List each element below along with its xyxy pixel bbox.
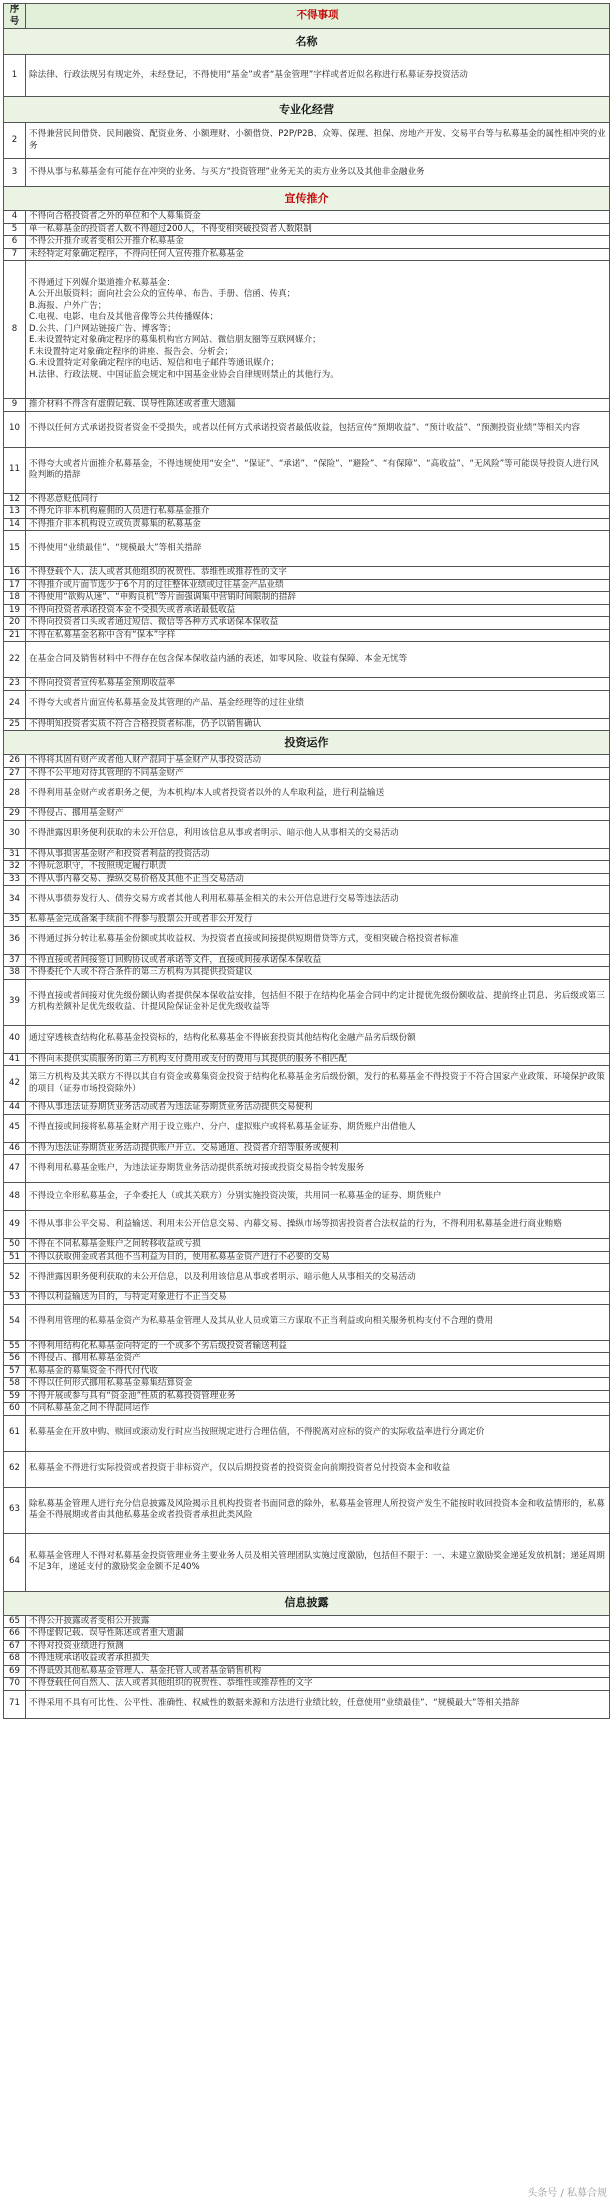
- table-row: [4, 1365, 610, 1378]
- row-text: 不得从事内幕交易、操纵交易价格及其他不正当交易活动: [26, 873, 610, 886]
- row-number: 69: [4, 1665, 26, 1678]
- table-row: [4, 780, 610, 808]
- row-text: 除法律、行政法规另有规定外，未经登记，不得使用“基金”或者“基金管理”字样或者近似名称进行私募证券投资活动: [26, 55, 610, 97]
- row-number: 71: [4, 1690, 26, 1718]
- row-text: 不得使用“业绩最佳”、“规模最大”等相关措辞: [26, 531, 610, 567]
- row-number: 39: [4, 979, 26, 1025]
- row-number: 10: [4, 411, 26, 447]
- row-number: 63: [4, 1487, 26, 1533]
- table-row: [4, 1415, 610, 1451]
- row-text: 不得虚假记载、误导性陈述或者重大遗漏: [26, 1628, 610, 1641]
- row-text: 不得公开推介或者变相公开推介私募基金: [26, 236, 610, 249]
- table-row: [4, 159, 610, 187]
- row-number: 56: [4, 1353, 26, 1366]
- table-row: [4, 248, 610, 261]
- row-text: 不得夸大或者片面推介私募基金，不得违规使用“安全”、“保证”、“承诺”、“保险”、“避险”、“有保障”、“高收益”、“无风险”等可能误导投资人进行风险判断的措辞: [26, 447, 610, 493]
- table-row: [4, 820, 610, 848]
- row-text: 不得使用“欲购从速”、“申购良机”等片面强调集中营销时间限制的措辞: [26, 592, 610, 605]
- prohibited-items-table: [3, 3, 610, 1719]
- table-row: [4, 211, 610, 224]
- table-row: [4, 531, 610, 567]
- section-header: [4, 29, 610, 55]
- row-number: 54: [4, 1304, 26, 1340]
- row-text: 不得向合格投资者之外的单位和个人募集资金: [26, 211, 610, 224]
- row-number: 35: [4, 914, 26, 927]
- row-number: 12: [4, 493, 26, 506]
- row-number: 13: [4, 506, 26, 519]
- row-number: 33: [4, 873, 26, 886]
- table-row: [4, 1628, 610, 1641]
- row-text: 不得为违法证券期货业务活动提供账户开立、交易通道、投资者介绍等服务或便利: [26, 1142, 610, 1155]
- row-number: 48: [4, 1183, 26, 1211]
- row-number: 47: [4, 1155, 26, 1183]
- row-number: 62: [4, 1451, 26, 1487]
- table-row: [4, 1025, 610, 1053]
- row-text: 不得违规承诺收益或者承担损失: [26, 1653, 610, 1666]
- row-text: 不得向投资者宣传私募基金预期收益率: [26, 678, 610, 691]
- row-number: 27: [4, 767, 26, 780]
- row-text: 不得通过拆分转让私募基金份额或其收益权、为投资者直接或间接提供短期借贷等方式，变相突破合格投资者标准: [26, 926, 610, 954]
- table-row: [4, 873, 610, 886]
- table-row: [4, 1653, 610, 1666]
- row-text: 不得泄露因职务便利获取的未公开信息，以及利用该信息从事或者明示、暗示他人从事相关的交易活动: [26, 1264, 610, 1292]
- table-row: [4, 236, 610, 249]
- header-title: 不得事项: [26, 4, 610, 29]
- row-text: 不得登载任何自然人、法人或者其他组织的祝贺性、恭维性或推荐性的文字: [26, 1678, 610, 1691]
- row-text: 不得从事损害基金财产和投资者利益的投资活动: [26, 848, 610, 861]
- row-number: 14: [4, 518, 26, 531]
- section-title: 投资运作: [4, 731, 610, 755]
- table-row: [4, 755, 610, 768]
- table-row: [4, 914, 610, 927]
- row-text: 不得对投资业绩进行预测: [26, 1640, 610, 1653]
- row-number: 30: [4, 820, 26, 848]
- table-row: [4, 1665, 610, 1678]
- row-number: 51: [4, 1251, 26, 1264]
- row-number: 29: [4, 808, 26, 821]
- table-row: [4, 678, 610, 691]
- row-text: 单一私募基金的投资者人数不得超过200人，不得变相突破投资者人数限制: [26, 223, 610, 236]
- table-body: [4, 4, 610, 1719]
- row-text: 不得允许非本机构雇佣的人员进行私募基金推介: [26, 506, 610, 519]
- row-text: 不得利用私募基金账户，为违法证券期货业务活动提供系统对接或投资交易指令转发服务: [26, 1155, 610, 1183]
- row-text: 私募基金在开放申购、赎回或滚动发行时应当按照规定进行合理估值，不得脱离对应标的资产的实际收益率进行分离定价: [26, 1415, 610, 1451]
- row-text: 不得向投资者口头或者通过短信、微信等各种方式承诺保本保收益: [26, 617, 610, 630]
- table-row: [4, 493, 610, 506]
- row-number: 9: [4, 399, 26, 412]
- table-row: [4, 447, 610, 493]
- table-row: [4, 886, 610, 914]
- row-text: 不得诋毁其他私募基金管理人、基金托管人或者基金销售机构: [26, 1665, 610, 1678]
- row-text: 不得以获取佣金或者其他不当利益为目的，使用私募基金资产进行不必要的交易: [26, 1251, 610, 1264]
- table-row: [4, 1251, 610, 1264]
- row-number: 61: [4, 1415, 26, 1451]
- row-number: 24: [4, 690, 26, 718]
- table-row: [4, 690, 610, 718]
- row-number: 55: [4, 1340, 26, 1353]
- row-number: 6: [4, 236, 26, 249]
- table-row: [4, 1678, 610, 1691]
- row-text: 不得利用管理的私募基金资产为私募基金管理人及其从业人员或第三方谋取不正当利益或向相关服务机构支付不合理的费用: [26, 1304, 610, 1340]
- row-text: 不得通过下列媒介渠道推介私募基金： A.公开出版资料；面向社会公众的宣传单、布告、手册、信函、传真； B.海报、户外广告； C.电视、电影、电台及其他音像等公共传播媒体； D.公共、门户网站链接广告、博客等； E.未设置特定对象确定程序的募集机构官方网站、微信朋友圈等互联网媒介； F.未设置特定对象确定程序的讲座、报告会、分析会； G.未设置特定对象确定程序的电话、短信和电子邮件等通讯媒介； H.法律、行政法规、中国证监会规定和中国基金业协会自律规则禁止的其他行为。: [26, 261, 610, 399]
- section-title: 信息披露: [4, 1591, 610, 1615]
- row-number: 21: [4, 629, 26, 642]
- table-row: [4, 954, 610, 967]
- table-row: [4, 629, 610, 642]
- header-number: 序号: [4, 4, 26, 29]
- table-row: [4, 1066, 610, 1102]
- row-number: 44: [4, 1102, 26, 1115]
- table-row: [4, 1378, 610, 1391]
- row-text: 未经特定对象确定程序，不得向任何人宣传推介私募基金: [26, 248, 610, 261]
- table-row: [4, 1533, 610, 1591]
- row-number: 22: [4, 642, 26, 678]
- watermark: 头条号 / 私募合规: [527, 2188, 607, 2199]
- section-title: 宣传推介: [4, 187, 610, 211]
- table-row: [4, 604, 610, 617]
- row-text: 不得直接或间接将私募基金财产用于设立账户、分户、虚拟账户或将私募基金证券、期货账户出借他人: [26, 1114, 610, 1142]
- table-header-row: [4, 4, 610, 29]
- table-row: [4, 642, 610, 678]
- table-row: [4, 399, 610, 412]
- table-row: [4, 123, 610, 159]
- row-number: 3: [4, 159, 26, 187]
- table-row: [4, 55, 610, 97]
- row-text: 私募基金不得进行实际投资或者投资于非标资产，仅以后期投资者的投资资金向前期投资者兑付投资本金和收益: [26, 1451, 610, 1487]
- section-header: [4, 97, 610, 123]
- row-text: 第三方机构及其关联方不得以其自有资金或募集资金投资于结构化私募基金劣后级份额，发行的私募基金不得投资于不符合国家产业政策、环境保护政策的项目（证券市场投资除外）: [26, 1066, 610, 1102]
- table-row: [4, 567, 610, 580]
- table-row: [4, 1142, 610, 1155]
- row-number: 20: [4, 617, 26, 630]
- row-text: 不得泄露因职务便利获取的未公开信息，利用该信息从事或者明示、暗示他人从事相关的交易活动: [26, 820, 610, 848]
- table-row: [4, 1390, 610, 1403]
- table-row: [4, 1403, 610, 1416]
- row-text: 不得从事与私募基金有可能存在冲突的业务、与买方“投资管理”业务无关的卖方业务以及其他非金融业务: [26, 159, 610, 187]
- row-text: 不得侵占、挪用基金财产: [26, 808, 610, 821]
- table-row: [4, 1292, 610, 1305]
- row-number: 52: [4, 1264, 26, 1292]
- row-number: 66: [4, 1628, 26, 1641]
- section-header: [4, 187, 610, 211]
- section-title: 专业化经营: [4, 97, 610, 123]
- row-number: 4: [4, 211, 26, 224]
- row-text: 不得在不同私募基金账户之间转移收益或亏损: [26, 1239, 610, 1252]
- table-row: [4, 1183, 610, 1211]
- table-row: [4, 506, 610, 519]
- table-row: [4, 579, 610, 592]
- row-text: 不得夸大或者片面宣传私募基金及其管理的产品、基金经理等的过往业绩: [26, 690, 610, 718]
- row-number: 25: [4, 718, 26, 731]
- section-title: 名称: [4, 29, 610, 55]
- table-row: [4, 1451, 610, 1487]
- table-row: [4, 1264, 610, 1292]
- table-row: [4, 1304, 610, 1340]
- row-text: 不得委托个人或不符合条件的第三方机构为其提供投资建议: [26, 967, 610, 980]
- row-number: 45: [4, 1114, 26, 1142]
- row-number: 68: [4, 1653, 26, 1666]
- row-text: 私募基金管理人不得对私募基金投资管理业务主要业务人员及相关管理团队实施过度激励，包括但不限于：一、未建立激励奖金递延发放机制；递延周期不足3年，递延支付的激励奖金金额不足40%: [26, 1533, 610, 1591]
- row-text: 不得以任何形式挪用私募基金募集结算资金: [26, 1378, 610, 1391]
- table-row: [4, 861, 610, 874]
- row-number: 17: [4, 579, 26, 592]
- table-row: [4, 926, 610, 954]
- row-text: 不得开展或参与具有“资金池”性质的私募投资管理业务: [26, 1390, 610, 1403]
- table-row: [4, 1615, 610, 1628]
- row-number: 50: [4, 1239, 26, 1252]
- row-number: 19: [4, 604, 26, 617]
- row-number: 7: [4, 248, 26, 261]
- row-number: 70: [4, 1678, 26, 1691]
- row-text: 不得侵占、挪用私募基金资产: [26, 1353, 610, 1366]
- table-row: [4, 592, 610, 605]
- row-text: 不得利用基金财产或者职务之便，为本机构/本人或者投资者以外的人牟取利益，进行利益输送: [26, 780, 610, 808]
- row-text: 不得明知投资者实质不符合合格投资者标准，仍予以销售确认: [26, 718, 610, 731]
- row-text: 不得公开披露或者变相公开披露: [26, 1615, 610, 1628]
- row-text: 不得将其固有财产或者他人财产混同于基金财产从事投资活动: [26, 755, 610, 768]
- table-row: [4, 411, 610, 447]
- row-text: 不得从事非公平交易、利益输送、利用未公开信息交易、内幕交易、操纵市场等损害投资者合法权益的行为，不得利用私募基金进行商业贿赂: [26, 1211, 610, 1239]
- table-row: [4, 518, 610, 531]
- row-text: 不得向投资者承诺投资本金不受损失或者承诺最低收益: [26, 604, 610, 617]
- row-text: 私募基金完成备案手续前不得参与股票公开或者非公开发行: [26, 914, 610, 927]
- row-number: 28: [4, 780, 26, 808]
- row-text: 不得以利益输送为目的，与特定对象进行不正当交易: [26, 1292, 610, 1305]
- row-text: 在基金合同及销售材料中不得存在包含保本保收益内涵的表述，如零风险、收益有保障、本金无忧等: [26, 642, 610, 678]
- row-number: 57: [4, 1365, 26, 1378]
- table-row: [4, 1340, 610, 1353]
- row-text: 不得登载个人、法人或者其他组织的祝贺性、恭维性或推荐性的文字: [26, 567, 610, 580]
- row-text: 不得从事债券发行人、债券交易方或者其他人利用私募基金相关的未公开信息进行交易等违法活动: [26, 886, 610, 914]
- row-text: 不得直接或者间接对优先级份额认购者提供保本保收益安排，包括但不限于在结构化基金合同中约定计提优先级份额收益、提前终止罚息、劣后级或第三方机构差额补足优先级收益、计提风险保证金补足优先级收益等: [26, 979, 610, 1025]
- row-number: 1: [4, 55, 26, 97]
- row-number: 37: [4, 954, 26, 967]
- row-text: 不得在私募基金名称中含有“保本”字样: [26, 629, 610, 642]
- row-number: 36: [4, 926, 26, 954]
- row-number: 2: [4, 123, 26, 159]
- row-text: 推介材料不得含有虚假记载、误导性陈述或者重大遗漏: [26, 399, 610, 412]
- row-number: 53: [4, 1292, 26, 1305]
- table-row: [4, 1211, 610, 1239]
- row-number: 5: [4, 223, 26, 236]
- table-row: [4, 848, 610, 861]
- table-row: [4, 223, 610, 236]
- row-text: 不得兼营民间借贷、民间融资、配资业务、小额理财、小额借贷、P2P/P2B、众筹、保理、担保、房地产开发、交易平台等与私募基金的属性相冲突的业务: [26, 123, 610, 159]
- table-row: [4, 1690, 610, 1718]
- row-number: 23: [4, 678, 26, 691]
- table-row: [4, 1114, 610, 1142]
- section-header: [4, 1591, 610, 1615]
- row-number: 46: [4, 1142, 26, 1155]
- table-row: [4, 1487, 610, 1533]
- row-number: 59: [4, 1390, 26, 1403]
- row-text: 不得从事违法证券期货业务活动或者为违法证券期货业务活动提供交易便利: [26, 1102, 610, 1115]
- row-text: 不得不公平地对待其管理的不同基金财产: [26, 767, 610, 780]
- row-text: 不得直接或者间接签订回购协议或者承诺等文件，直接或间接承诺保本保收益: [26, 954, 610, 967]
- row-text: 不得采用不具有可比性、公平性、准确性、权威性的数据来源和方法进行业绩比较，任意使用“业绩最佳”、“规模最大”等相关措辞: [26, 1690, 610, 1718]
- row-number: 18: [4, 592, 26, 605]
- row-number: 31: [4, 848, 26, 861]
- table-row: [4, 1102, 610, 1115]
- row-number: 15: [4, 531, 26, 567]
- row-number: 49: [4, 1211, 26, 1239]
- row-number: 64: [4, 1533, 26, 1591]
- row-number: 34: [4, 886, 26, 914]
- row-number: 58: [4, 1378, 26, 1391]
- row-number: 8: [4, 261, 26, 399]
- row-number: 42: [4, 1066, 26, 1102]
- table-row: [4, 261, 610, 399]
- table-row: [4, 1239, 610, 1252]
- table-row: [4, 1353, 610, 1366]
- row-text: 不得推介或片面节选少于6个月的过往整体业绩或过往基金产品业绩: [26, 579, 610, 592]
- row-number: 26: [4, 755, 26, 768]
- row-number: 60: [4, 1403, 26, 1416]
- row-text: 不得推介非本机构设立或负责募集的私募基金: [26, 518, 610, 531]
- row-number: 11: [4, 447, 26, 493]
- row-number: 65: [4, 1615, 26, 1628]
- row-text: 不得向未提供实质服务的第三方机构支付费用或支付的费用与其提供的服务不相匹配: [26, 1053, 610, 1066]
- row-text: 不同私募基金之间不得混同运作: [26, 1403, 610, 1416]
- row-number: 41: [4, 1053, 26, 1066]
- table-row: [4, 767, 610, 780]
- table-row: [4, 1053, 610, 1066]
- row-text: 不得玩忽职守，不按照规定履行职责: [26, 861, 610, 874]
- row-text: 不得恶意贬低同行: [26, 493, 610, 506]
- row-number: 40: [4, 1025, 26, 1053]
- row-text: 不得以任何方式承诺投资者资金不受损失，或者以任何方式承诺投资者最低收益，包括宣传“预期收益”、“预计收益”、“预测投资业绩”等相关内容: [26, 411, 610, 447]
- row-number: 67: [4, 1640, 26, 1653]
- row-text: 不得利用结构化私募基金向特定的一个或多个劣后级投资者输送利益: [26, 1340, 610, 1353]
- row-number: 16: [4, 567, 26, 580]
- table-row: [4, 617, 610, 630]
- table-row: [4, 979, 610, 1025]
- row-number: 32: [4, 861, 26, 874]
- row-text: 私募基金的募集资金不得代付代收: [26, 1365, 610, 1378]
- section-header: [4, 731, 610, 755]
- row-text: 通过穿透核查结构化私募基金投资标的，结构化私募基金不得嵌套投资其他结构化金融产品劣后级份额: [26, 1025, 610, 1053]
- table-row: [4, 1640, 610, 1653]
- table-row: [4, 967, 610, 980]
- row-text: 不得设立伞形私募基金，子伞委托人（或其关联方）分别实施投资决策，共用同一私募基金的证券、期货账户: [26, 1183, 610, 1211]
- table-row: [4, 808, 610, 821]
- row-text: 除私募基金管理人进行充分信息披露及风险揭示且机构投资者书面同意的除外，私募基金管理人所投资产发生不能按时收回投资本金和收益情形的，私募基金不得展期或者由其他私募基金或者投资者承担此类风险: [26, 1487, 610, 1533]
- row-number: 38: [4, 967, 26, 980]
- table-row: [4, 718, 610, 731]
- table-row: [4, 1155, 610, 1183]
